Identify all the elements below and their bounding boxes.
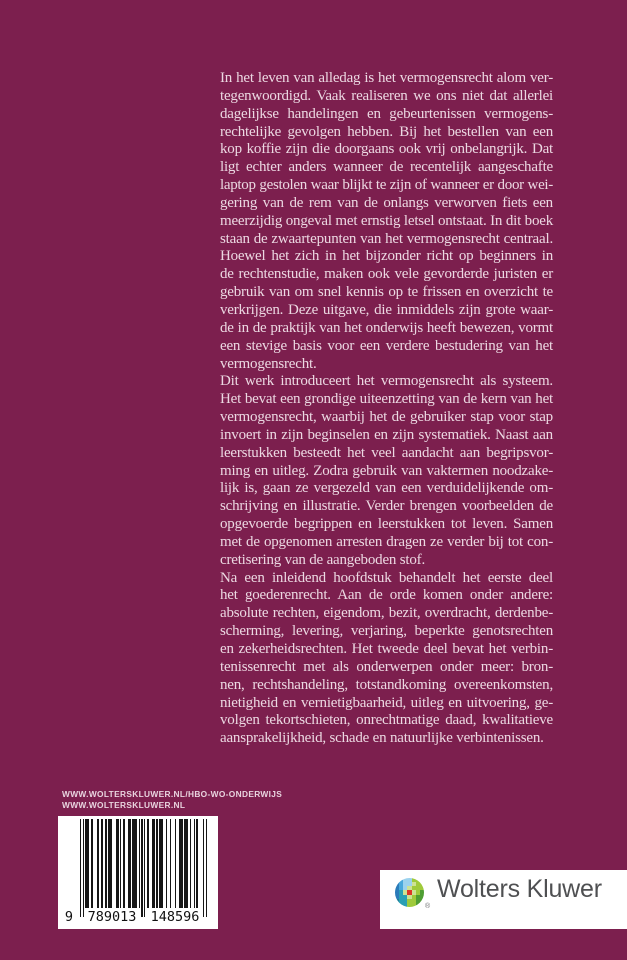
barcode-bar	[85, 819, 89, 908]
blurb-line: ligt echter anders wanneer de recentelijk aangeschafte	[220, 159, 553, 176]
blurb-line: een stevige basis voor een verdere bestudering van het	[220, 337, 553, 354]
publisher-logo-box	[380, 870, 627, 929]
barcode-bar	[80, 819, 81, 917]
publisher-name: Wolters Kluwer	[437, 875, 602, 903]
barcode-bar	[159, 819, 163, 908]
barcode-bar	[116, 819, 119, 908]
blurb-line: ming en uitleg. Zodra gebruik van vaktermen noodzake-	[220, 462, 553, 479]
barcode-bar	[175, 819, 176, 908]
blurb-line: Na een inleidend hoofdstuk behandelt het eerste deel	[220, 569, 553, 586]
barcode-bar	[144, 819, 145, 917]
isbn-barcode	[58, 816, 218, 929]
blurb-line: kop koffie zijn die doorgaans ook vrij onbelangrijk. Dat	[220, 141, 553, 158]
barcode-bar	[194, 819, 195, 908]
barcode-bar	[105, 819, 106, 908]
barcode-bar	[184, 819, 188, 908]
logo-mosaic-cell	[420, 899, 424, 903]
barcode-bar	[108, 819, 112, 908]
blurb-line: schrijving en illustratie. Verder brengen voorbeelden de	[220, 498, 553, 515]
publisher-url: WWW.WOLTERSKLUWER.NL/HBO-WO-ONDERWIJS	[62, 789, 283, 799]
blurb-line: absolute rechten, eigendom, bezit, overdracht, derdenbe-	[220, 605, 553, 622]
blurb-line: nen, rechtshandeling, totstandkoming overeenkomsten,	[220, 676, 553, 693]
blurb-line: rechtelijke gevolgen hebben. Bij het bestellen van een	[220, 123, 553, 140]
barcode-bar	[83, 819, 84, 917]
blurb-line: gebruik van om snel kennis op te frissen en overzicht te	[220, 284, 553, 301]
barcode-digits-left: 789013	[84, 910, 140, 926]
blurb-line: aansprakelijkheid, schade en natuurlijke verbintenissen.	[220, 730, 544, 747]
barcode-bar	[170, 819, 171, 908]
barcode-bar	[166, 819, 167, 908]
logo-mosaic-cell	[395, 903, 399, 907]
blurb-line: Hoewel het zich in het bijzonder richt op beginners in	[220, 248, 553, 265]
barcode-bar	[128, 819, 131, 908]
blurb-line: meerzijdig ongeval met ernstig letsel ontstaat. In dit boek	[220, 212, 553, 229]
logo-mosaic-cell	[416, 903, 420, 907]
barcode-bar	[91, 819, 94, 908]
blurb-line: laptop gestolen waar blijkt te zijn of wanneer er door wei-	[220, 177, 553, 194]
blurb-line: Dit werk introduceert het vermogensrecht als systeem.	[220, 373, 553, 390]
blurb-line: vermogensrecht.	[220, 355, 317, 372]
barcode-bars	[80, 819, 207, 917]
barcode-bar	[123, 819, 126, 908]
barcode-bar	[97, 819, 98, 908]
blurb-line: cretisering van de aangeboden stof.	[220, 551, 425, 568]
blurb-line: gering van de rem van de onlangs verworven fiets een	[220, 194, 553, 211]
barcode-lead-digit: 9	[61, 910, 77, 926]
blurb-line: volgen tekortschieten, onrechtmatige daad, kwalitatieve	[220, 712, 553, 729]
barcode-bar	[147, 819, 150, 908]
barcode-bar	[132, 819, 137, 908]
logo-mosaic-cell	[420, 878, 424, 882]
barcode-bar	[206, 819, 207, 917]
barcode-bar	[196, 819, 197, 908]
barcode-bar	[156, 819, 157, 908]
barcode-bar	[141, 819, 142, 917]
barcode-bar	[139, 819, 140, 908]
blurb-line: nietigheid en vernietigbaarheid, uitleg en uitvoering, ge-	[220, 694, 553, 711]
barcode-bar	[190, 819, 191, 908]
blurb-line: met de opgenomen arresten dragen ze verder bij tot con-	[220, 533, 553, 550]
blurb-line: het goederenrecht. Aan de orde komen onder andere:	[220, 587, 553, 604]
blurb-line: leerstukken besteedt het veel aandacht aan begripsvor-	[220, 444, 553, 461]
blurb-line: In het leven van alledag is het vermogensrecht alom ver-	[220, 70, 553, 86]
barcode-bar	[179, 819, 183, 908]
blurb-text	[220, 70, 553, 748]
blurb-line: invoert in zijn beginselen en zijn systematiek. Naast aan	[220, 426, 553, 443]
blurb-line: lijk is, gaan ze vergezeld van een verduidelijkende om-	[220, 480, 553, 497]
blurb-line: tegenwoordigd. Vaak realiseren we ons niet dat allerlei	[220, 87, 553, 104]
logo-mosaic-cell	[420, 903, 424, 907]
barcode-digits-right: 148596	[147, 910, 203, 926]
barcode-bar	[101, 819, 102, 908]
blurb-line: en zekerheidsrechten. Het tweede deel bevat het verbin-	[220, 641, 553, 657]
blurb-line: staan de zwaartepunten van het vermogensrecht centraal.	[220, 230, 553, 247]
blurb-line: verkrijgen. Deze uitgave, die inmiddels zijn grote waar-	[220, 301, 553, 318]
blurb-line: opgevoerde begrippen en leerstukken tot leven. Samen	[220, 516, 553, 533]
blurb-line: dagelijkse handelingen en gebeurtenissen vermogens-	[220, 105, 553, 122]
blurb-line: Het bevat een grondige uiteenzetting van de kern van het	[220, 391, 553, 408]
registered-trademark: ®	[425, 903, 431, 910]
blurb-line: scherming, levering, verjaring, beperkte genotsrechten	[220, 623, 553, 640]
barcode-bar	[203, 819, 204, 917]
publisher-urls	[62, 789, 282, 810]
wolters-kluwer-logo-icon	[395, 878, 424, 907]
blurb-line: tenissenrecht met als onderwerpen onder meer: bron-	[220, 658, 553, 675]
barcode-bar	[152, 819, 155, 908]
blurb-line: de rechtenstudie, maken ook vele gevorderde juristen er	[220, 266, 553, 283]
blurb-line: vermogensrecht, waarbij het de gebruiker stap voor stap	[220, 409, 553, 426]
blurb-line: de in de praktijk van het onderwijs heeft bewezen, vormt	[220, 319, 553, 336]
logo-mosaic-cell	[395, 878, 399, 882]
barcode-bar	[120, 819, 121, 908]
publisher-url: WWW.WOLTERSKLUWER.NL	[62, 799, 186, 810]
